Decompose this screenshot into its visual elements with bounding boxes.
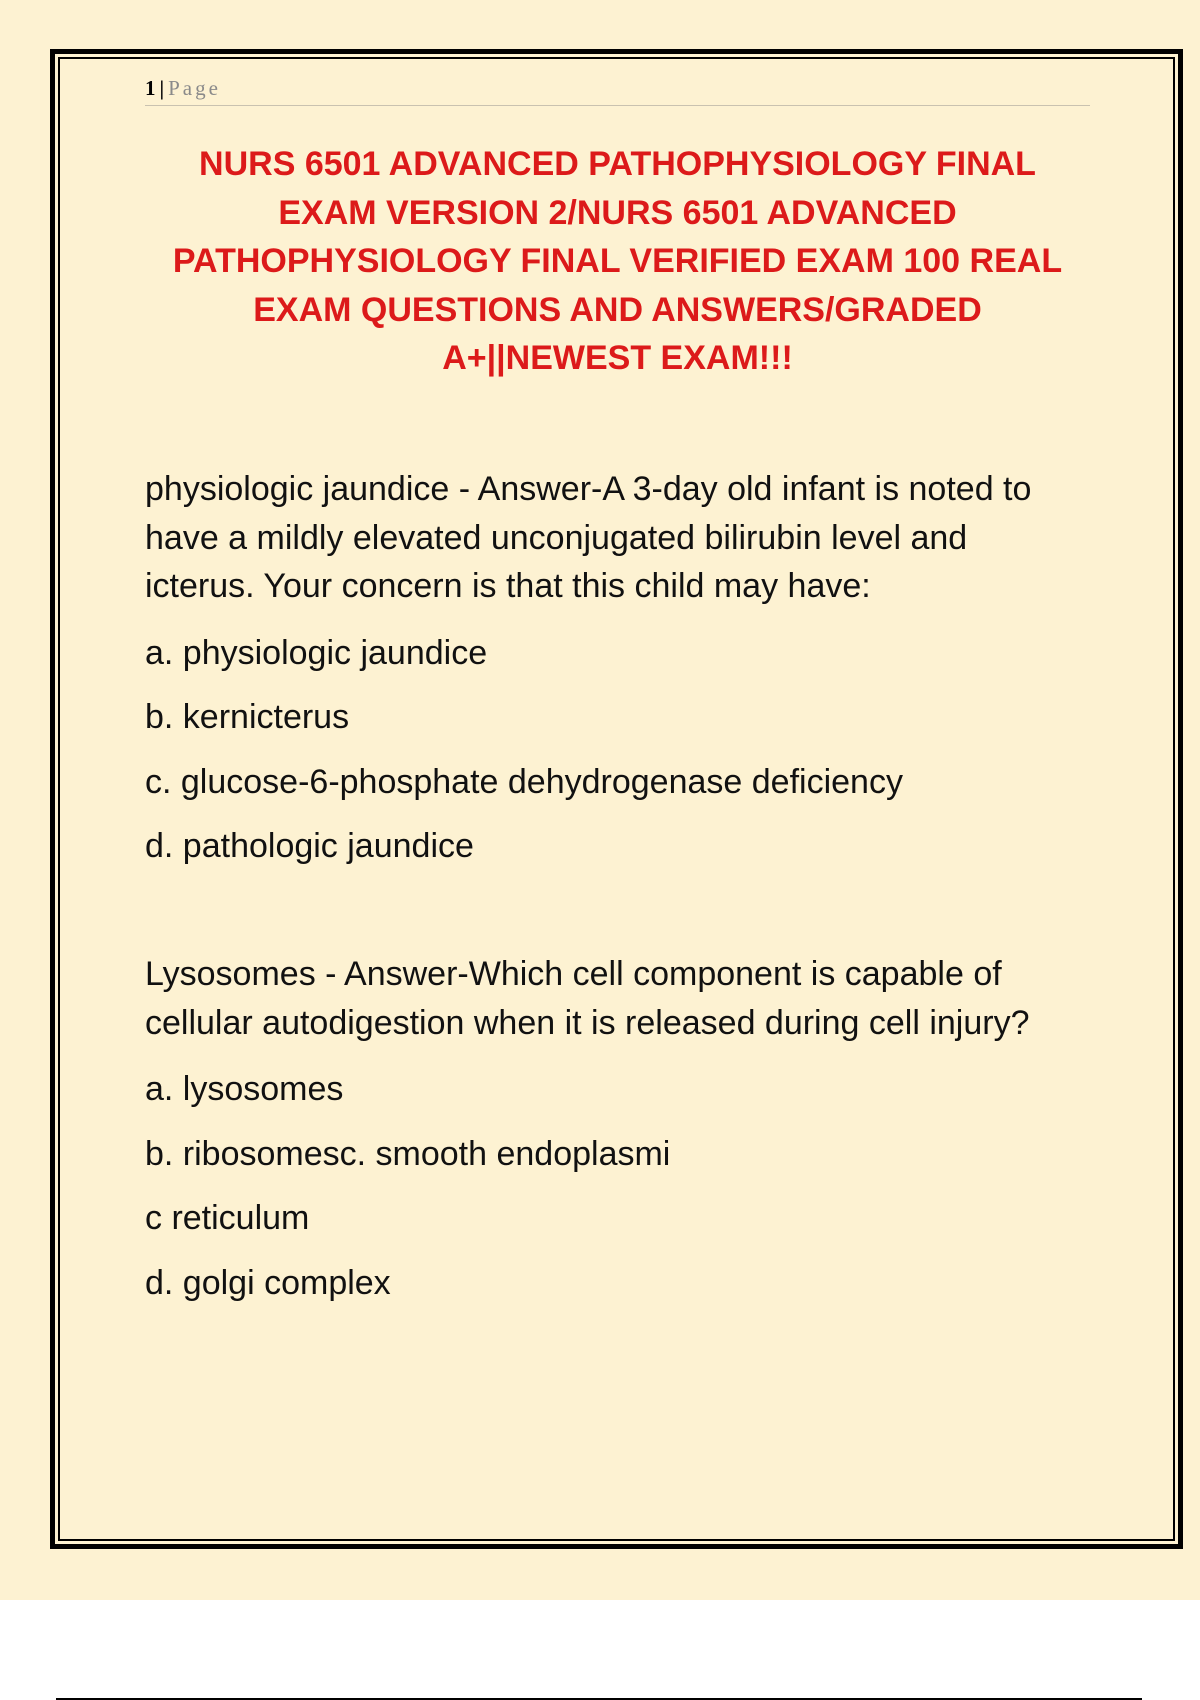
answer-option: d. pathologic jaundice xyxy=(145,827,474,865)
answer-option: b. kernicterus xyxy=(145,698,350,736)
answer-option: c reticulum xyxy=(145,1199,310,1237)
answer-option: b. ribosomesc. smooth endoplasmi xyxy=(145,1134,671,1173)
answer-options xyxy=(145,633,1085,867)
page-header xyxy=(145,74,1090,106)
header-separator: | xyxy=(159,76,165,100)
question-2 xyxy=(145,950,1085,1327)
answer-options xyxy=(145,1069,1085,1303)
question-1 xyxy=(145,465,1085,891)
document-title: NURS 6501 ADVANCED PATHOPHYSIOLOGY FINAL EXAM VERSION 2/NURS 6501 ADVANCED PATHOPHYSIOLOGY FINAL VERIFIED EXAM 100 REAL EXAM QUESTIONS AND ANSWERS/GRADED A+||NEWEST EXAM!!! xyxy=(172,145,1063,377)
question-stem: Lysosomes - Answer-Which cell component is capable of cellular autodigestion when it is released during cell injury? xyxy=(145,955,1030,1042)
answer-option: a. physiologic jaundice xyxy=(145,633,488,672)
answer-option: c. glucose-6-phosphate dehydrogenase deficiency xyxy=(145,762,903,801)
answer-option: a. lysosomes xyxy=(145,1070,344,1108)
answer-option: d. golgi complex xyxy=(145,1263,391,1302)
page-label: Page xyxy=(168,76,221,100)
question-stem: physiologic jaundice - Answer-A 3-day old infant is noted to have a mildly elevated unconjugated bilirubin level and icterus. Your concern is that this child may have: xyxy=(145,470,1032,605)
page-number: 1 xyxy=(145,76,156,100)
